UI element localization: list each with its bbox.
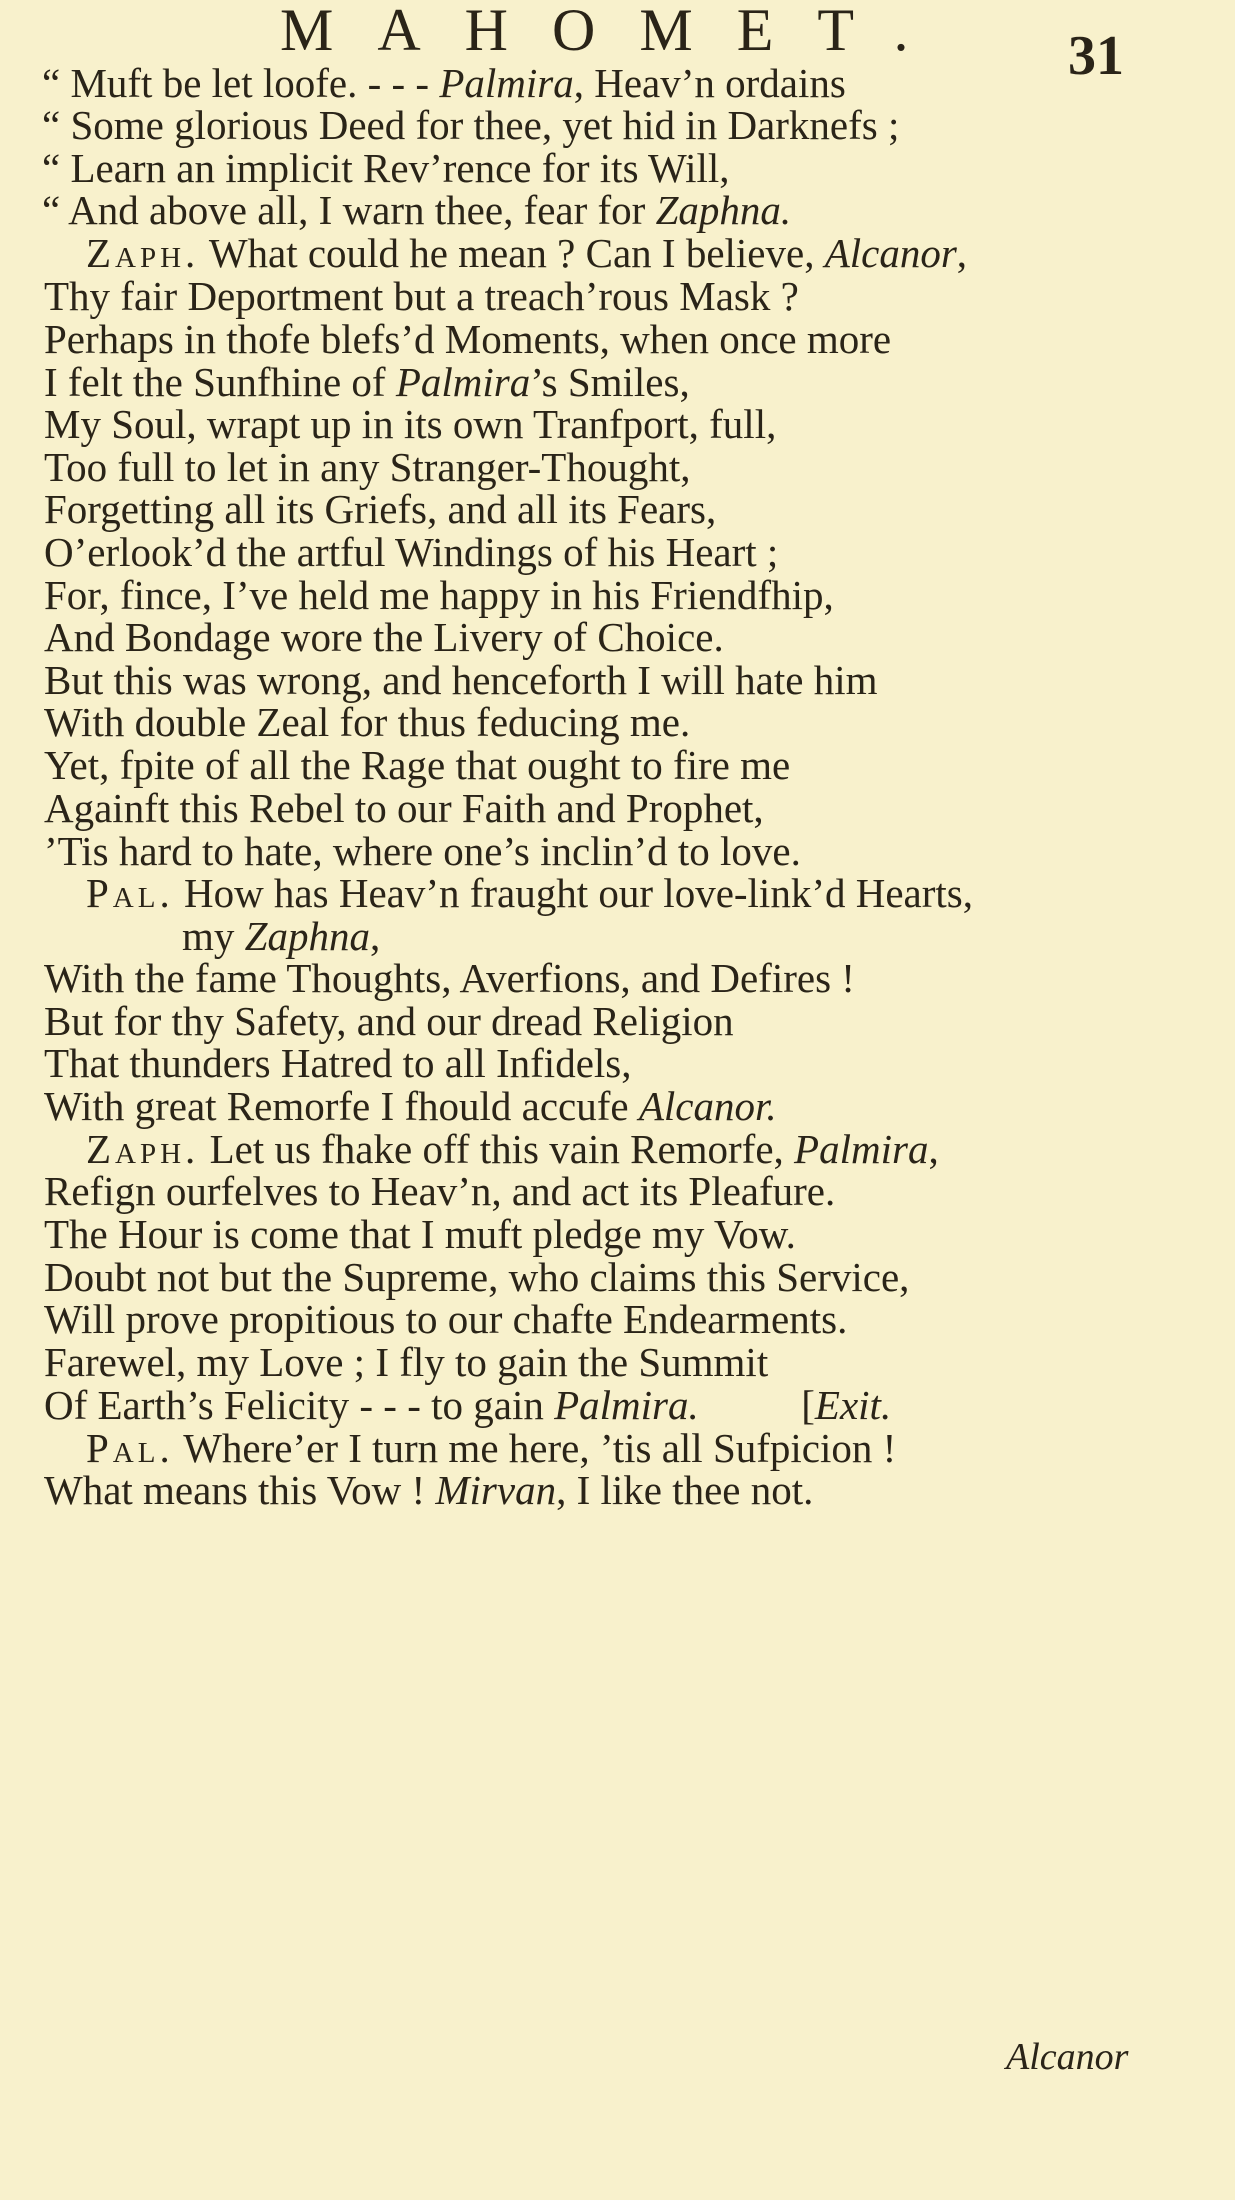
italic-name: Palmira. xyxy=(554,1382,699,1428)
text-span: My Soul, wrapt up in its own Tranfport, full, xyxy=(44,401,777,447)
text-span: Too full to let in any Stranger-Thought, xyxy=(44,444,691,490)
text-span: Refign ourfelves to Heav’n, and act its Pleafure. xyxy=(44,1168,836,1214)
speaker-name: Zaph. xyxy=(86,230,200,276)
text-span: With great Remorfe I fhould accufe xyxy=(44,1083,639,1129)
text-span: Thy fair Deportment but a treach’rous Mask ? xyxy=(44,273,799,319)
text-span: Where’er I turn me here, ’tis all Sufpicion ! xyxy=(173,1425,897,1471)
catchword: Alcanor xyxy=(1006,2036,1129,2078)
text-span: But this was wrong, and henceforth I will hate him xyxy=(44,657,878,703)
text-span: Of Earth’s Felicity - - - to gain xyxy=(44,1382,555,1428)
text-span: Perhaps in thofe blefs’d Moments, when once more xyxy=(44,316,892,362)
italic-name: Palmira xyxy=(395,359,531,405)
speaker-name: Pal. xyxy=(86,870,174,916)
italic-name: Mirvan xyxy=(435,1467,557,1513)
italic-name: Zaphna xyxy=(244,913,370,959)
text-span: “ Learn an implicit Rev’rence for its Will, xyxy=(42,145,730,191)
text-span: , xyxy=(369,913,381,959)
text-span: I felt the Sunfhine of xyxy=(44,359,396,405)
speaker-name: Zaph. xyxy=(86,1126,200,1172)
text-span: “ Muft be let loofe. - - - xyxy=(42,60,440,106)
italic-name: Palmira xyxy=(439,60,574,106)
text-span: ’Tis hard to hate, where one’s inclin’d to love. xyxy=(44,828,801,874)
running-head: MAHOMET. xyxy=(280,0,953,63)
text-span: “ Some glorious Deed for thee, yet hid in Darknefs ; xyxy=(42,102,900,148)
text-span: ’s Smiles, xyxy=(530,359,690,405)
text-span: my xyxy=(182,913,245,959)
italic-name: Palmira xyxy=(794,1126,929,1172)
text-span: [ xyxy=(698,1382,815,1428)
text-span: With double Zeal for thus feducing me. xyxy=(44,699,691,745)
text-line xyxy=(44,1465,813,1515)
text-span: O’erlook’d the artful Windings of his Heart ; xyxy=(44,529,779,575)
italic-name: Exit. xyxy=(814,1382,892,1428)
text-span: “ And above all, I warn thee, fear for xyxy=(42,187,656,233)
text-span: , Heav’n ordains xyxy=(573,60,846,106)
page-number: 31 xyxy=(1068,25,1124,87)
text-span: Yet, fpite of all the Rage that ought to fire me xyxy=(44,742,791,788)
italic-name: Alcanor xyxy=(824,230,957,276)
text-span: , I like thee not. xyxy=(556,1467,814,1513)
speaker-name: Pal. xyxy=(86,1425,174,1471)
text-span: What could he mean ? Can I believe, xyxy=(199,230,825,276)
text-span: , xyxy=(928,1126,939,1172)
text-span: Farewel, my Love ; I fly to gain the Summit xyxy=(44,1339,769,1385)
text-span: Doubt not but the Supreme, who claims this Service, xyxy=(44,1254,910,1300)
text-span: What means this Vow ! xyxy=(44,1467,436,1513)
text-span: For, fince, I’ve held me happy in his Friendfhip, xyxy=(44,572,834,618)
text-span: Will prove propitious to our chafte Endearments. xyxy=(44,1296,848,1342)
text-span: The Hour is come that I muft pledge my Vow. xyxy=(44,1211,796,1257)
text-span: , xyxy=(956,230,968,276)
text-span: Let us fhake off this vain Remorfe, xyxy=(199,1126,795,1172)
italic-name: Alcanor. xyxy=(638,1083,777,1129)
text-span: How has Heav’n fraught our love-link’d Hearts, xyxy=(173,870,973,916)
text-span: Againft this Rebel to our Faith and Prophet, xyxy=(44,785,764,831)
text-span: And Bondage wore the Livery of Choice. xyxy=(44,614,724,660)
text-span: Forgetting all its Griefs, and all its Fears, xyxy=(44,486,717,532)
text-span: But for thy Safety, and our dread Religion xyxy=(44,998,734,1044)
text-span: With the fame Thoughts, Averfions, and Defires ! xyxy=(44,955,855,1001)
italic-name: Zaphna. xyxy=(655,187,792,233)
text-span: That thunders Hatred to all Infidels, xyxy=(44,1040,632,1086)
